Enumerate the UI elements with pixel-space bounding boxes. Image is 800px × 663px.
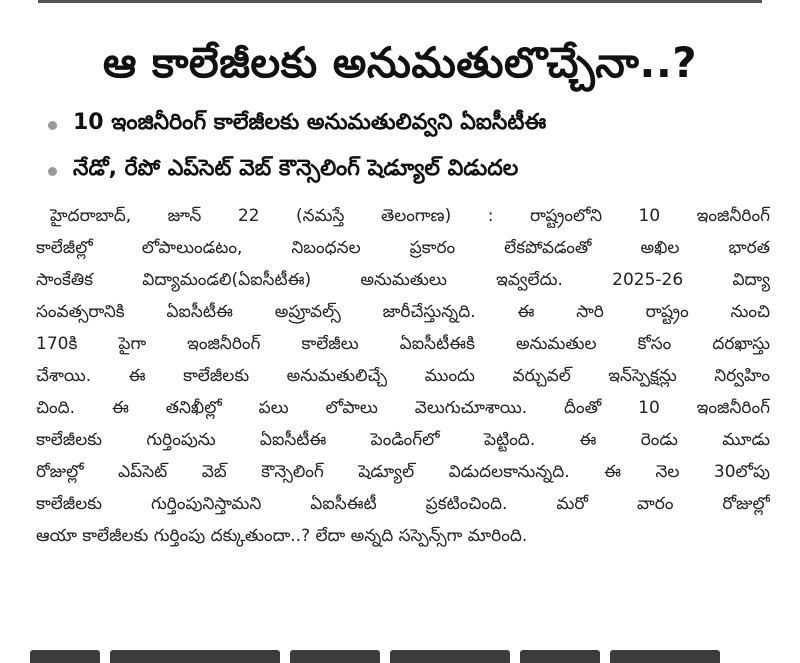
- bullet-dot-icon: [48, 167, 57, 176]
- bullet-dot-icon: [48, 121, 57, 130]
- body-line: హైదరాబాద్, జూన్ 22 (నమస్తే తెలంగాణ) : రాష్ట్రంలోని 10 ఇంజినీరింగ్: [50, 206, 770, 226]
- subhead-bullet: [48, 108, 546, 142]
- top-divider: [38, 0, 762, 3]
- subhead-text: నేడో, రేపో ఎప్‌సెట్ వెబ్ కౌన్సెలింగ్ షెడ్యూల్ విడుదల: [73, 156, 519, 181]
- body-line: కాలేజీల్లో లోపాలుండటం, నిబంధనల ప్రకారం లేకపోవడంతో అఖిల భారత: [36, 238, 770, 258]
- next-article-cutoff: [30, 646, 770, 663]
- article-headline: ఆ కాలేజీలకు అనుమతులొచ్చేనా..?: [102, 38, 698, 87]
- subhead-text: 10 ఇంజినీరింగ్ కాలేజీలకు అనుమతులివ్వని ఏఐసీటీఈ: [73, 110, 547, 135]
- body-line: కాలేజీలకు గుర్తింపును ఏఐసీటీఈ పెండింగ్‌లో పెట్టింది. ఈ రెండు మూడు: [36, 430, 770, 450]
- article-body: [36, 200, 770, 552]
- body-line: రోజుల్లో ఎప్‌సెట్ వెబ్ కౌన్సెలింగ్ షెడ్యూల్ విడుదలకానున్నది. ఈ నెల 30లోపు: [36, 462, 770, 482]
- body-line: కాలేజీలకు గుర్తింపునిస్తామని ఏఐసీఈటీ ప్రకటించింది. మరో వారం రోజుల్లో: [36, 494, 770, 514]
- body-line: సాంకేతిక విద్యామండలి(ఏఐసీటీఈ) అనుమతులు ఇవ్వలేదు. 2025-26 విద్యా: [36, 270, 770, 290]
- body-line: సంవత్సరానికి ఏఐసీటీఈ అప్రూవల్స్ జారీచేస్తున్నది. ఈ సారి రాష్ట్రం నుంచి: [36, 302, 770, 322]
- subhead-bullet: [48, 154, 518, 188]
- body-line: చేశాయి. ఈ కాలేజీలకు అనుమతులిచ్చే ముందు వర్చువల్ ఇన్‌స్పెక్షన్లు నిర్వహిం: [36, 366, 770, 386]
- body-line: 170కి పైగా ఇంజినీరింగ్ కాలేజీలు ఏఐసీటీఈకి అనుమతుల కోసం దరఖాస్తు: [36, 334, 770, 354]
- body-line: ఆయా కాలేజీలకు గుర్తింపు దక్కుతుందా..? లేదా అన్నది సస్పెన్స్‌గా మారింది.: [36, 526, 528, 546]
- body-line: చింది. ఈ తనిఖీల్లో పలు లోపాలు వెలుగుచూశాయి. దీంతో 10 ఇంజినీరింగ్: [36, 398, 770, 418]
